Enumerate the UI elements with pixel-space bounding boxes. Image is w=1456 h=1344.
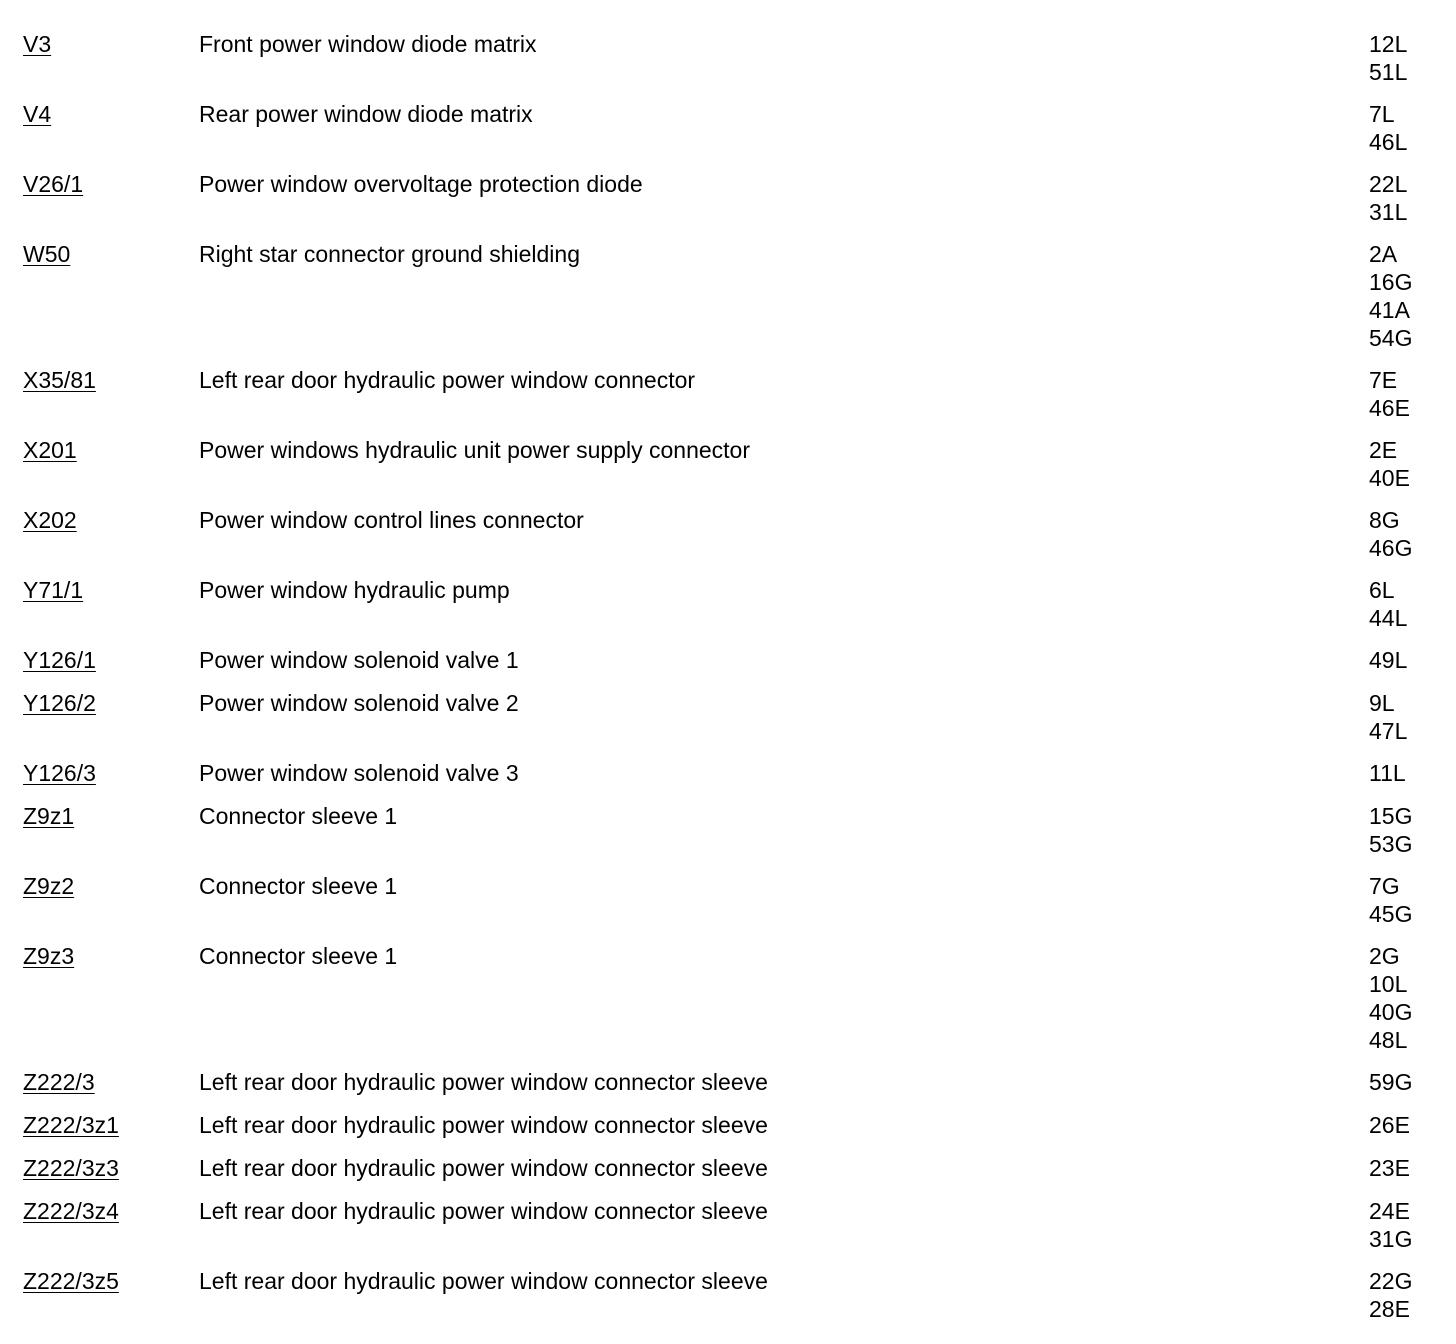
grid-reference: 7L <box>1369 101 1395 127</box>
component-code-link[interactable]: Z222/3z1 <box>23 1112 119 1138</box>
grid-reference-list <box>1369 942 1412 1054</box>
component-description: Right star connector ground shielding <box>199 241 581 267</box>
component-code-link[interactable]: X201 <box>23 437 77 463</box>
grid-reference-list <box>1369 646 1407 674</box>
grid-reference: 54G <box>1369 325 1413 351</box>
grid-reference-list <box>1369 1267 1412 1323</box>
grid-reference: 9L <box>1369 690 1395 716</box>
grid-reference-list <box>1369 802 1412 858</box>
grid-reference-list <box>1369 240 1412 352</box>
component-description: Left rear door hydraulic power window connector sleeve <box>199 1069 768 1095</box>
grid-reference: 46E <box>1369 395 1410 421</box>
component-description: Power window solenoid valve 1 <box>199 647 519 673</box>
component-code-link[interactable]: Y126/2 <box>23 690 96 716</box>
grid-reference: 45G <box>1369 901 1413 927</box>
grid-reference: 46L <box>1369 129 1408 155</box>
grid-reference: 46G <box>1369 535 1413 561</box>
grid-reference: 12L <box>1369 31 1408 57</box>
grid-reference: 53G <box>1369 831 1413 857</box>
component-description: Power windows hydraulic unit power supply connector <box>199 437 751 463</box>
component-code-link[interactable]: Y126/3 <box>23 760 96 786</box>
grid-reference: 28E <box>1369 1296 1410 1322</box>
component-code-link[interactable]: V4 <box>23 101 52 127</box>
grid-reference-list <box>1369 100 1407 156</box>
grid-reference: 22L <box>1369 171 1408 197</box>
grid-reference-list <box>1369 1197 1412 1253</box>
grid-reference: 40G <box>1369 999 1413 1025</box>
grid-reference-list <box>1369 576 1407 632</box>
grid-reference: 8G <box>1369 507 1400 533</box>
grid-reference: 2G <box>1369 943 1400 969</box>
grid-reference-list <box>1369 1111 1410 1139</box>
component-code-link[interactable]: Z9z3 <box>23 943 75 969</box>
grid-reference: 49L <box>1369 647 1408 673</box>
grid-reference: 7E <box>1369 367 1398 393</box>
grid-reference: 2A <box>1369 241 1398 267</box>
component-description: Left rear door hydraulic power window connector sleeve <box>199 1268 768 1294</box>
grid-reference: 40E <box>1369 465 1410 491</box>
grid-reference: 22G <box>1369 1268 1413 1294</box>
component-code-link[interactable]: W50 <box>23 241 71 267</box>
grid-reference: 51L <box>1369 59 1408 85</box>
component-code-link[interactable]: Y71/1 <box>23 577 84 603</box>
grid-reference-list <box>1369 436 1410 492</box>
component-description: Connector sleeve 1 <box>199 803 398 829</box>
component-description: Left rear door hydraulic power window connector <box>199 367 696 393</box>
component-description: Rear power window diode matrix <box>199 101 533 127</box>
component-code-link[interactable]: Z9z2 <box>23 873 75 899</box>
component-description: Left rear door hydraulic power window connector sleeve <box>199 1198 768 1224</box>
component-description: Power window solenoid valve 2 <box>199 690 519 716</box>
component-code-link[interactable]: V26/1 <box>23 171 84 197</box>
component-code-link[interactable]: X202 <box>23 507 77 533</box>
grid-reference: 47L <box>1369 718 1408 744</box>
grid-reference-list <box>1369 872 1412 928</box>
component-code-link[interactable]: Z222/3z4 <box>23 1198 119 1224</box>
component-description: Power window control lines connector <box>199 507 584 533</box>
grid-reference: 44L <box>1369 605 1408 631</box>
grid-reference-list <box>1369 506 1412 562</box>
grid-reference: 16G <box>1369 269 1413 295</box>
component-code-link[interactable]: Z9z1 <box>23 803 75 829</box>
component-description: Power window overvoltage protection diode <box>199 171 643 197</box>
component-description: Power window hydraulic pump <box>199 577 510 603</box>
component-code-link[interactable]: Z222/3z5 <box>23 1268 119 1294</box>
grid-reference-list <box>1369 30 1407 86</box>
grid-reference-list <box>1369 759 1406 787</box>
grid-reference-list <box>1369 689 1407 745</box>
component-description: Connector sleeve 1 <box>199 943 398 969</box>
grid-reference: 26E <box>1369 1112 1410 1138</box>
grid-reference: 31G <box>1369 1226 1413 1252</box>
grid-reference-list <box>1369 1068 1412 1096</box>
grid-reference-list <box>1369 170 1407 226</box>
component-description: Left rear door hydraulic power window connector sleeve <box>199 1112 768 1138</box>
component-description: Power window solenoid valve 3 <box>199 760 519 786</box>
grid-reference: 48L <box>1369 1027 1408 1053</box>
grid-reference: 23E <box>1369 1155 1410 1181</box>
component-description: Left rear door hydraulic power window connector sleeve <box>199 1155 768 1181</box>
grid-reference: 24E <box>1369 1198 1410 1224</box>
component-code-link[interactable]: X35/81 <box>23 367 96 393</box>
grid-reference: 2E <box>1369 437 1398 463</box>
grid-reference: 7G <box>1369 873 1400 899</box>
grid-reference: 11L <box>1369 760 1406 786</box>
grid-reference-list <box>1369 366 1410 422</box>
component-code-link[interactable]: Y126/1 <box>23 647 96 673</box>
component-code-link[interactable]: Z222/3 <box>23 1069 95 1095</box>
grid-reference: 10L <box>1369 971 1408 997</box>
grid-reference-list <box>1369 1154 1410 1182</box>
component-description: Connector sleeve 1 <box>199 873 398 899</box>
component-code-link[interactable]: Z222/3z3 <box>23 1155 119 1181</box>
grid-reference: 31L <box>1369 199 1408 225</box>
grid-reference: 15G <box>1369 803 1413 829</box>
grid-reference: 6L <box>1369 577 1395 603</box>
grid-reference: 59G <box>1369 1069 1413 1095</box>
component-code-link[interactable]: V3 <box>23 31 52 57</box>
component-description: Front power window diode matrix <box>199 31 537 57</box>
grid-reference: 41A <box>1369 297 1410 323</box>
